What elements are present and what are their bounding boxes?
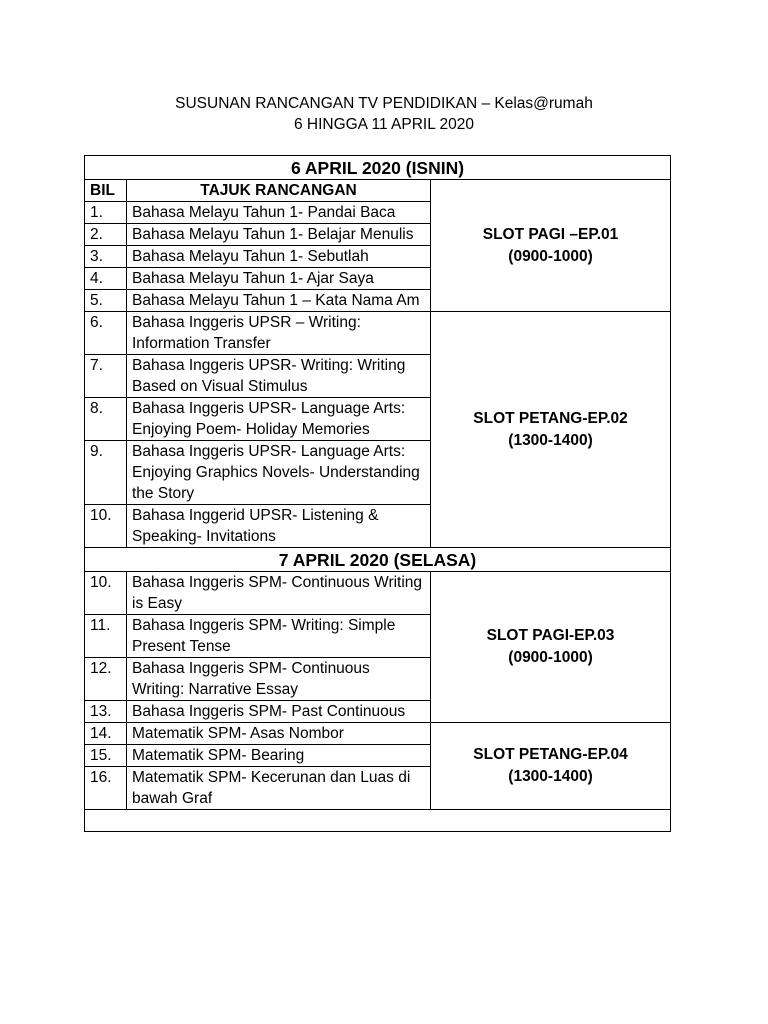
row-title: Bahasa Inggeris SPM- Continuous Writing: Narrative Essay xyxy=(127,658,431,701)
row-title: Bahasa Melayu Tahun 1- Sebutlah xyxy=(127,246,431,268)
row-bil: 7. xyxy=(85,355,127,398)
row-bil: 9. xyxy=(85,441,127,505)
day1-date: 6 APRIL 2020 (ISNIN) xyxy=(85,156,671,180)
slot-time: (1300-1400) xyxy=(508,768,593,785)
row-bil: 15. xyxy=(85,745,127,767)
row-bil: 3. xyxy=(85,246,127,268)
row-bil: 6. xyxy=(85,312,127,355)
slot-name: SLOT PETANG-EP.04 xyxy=(473,746,628,763)
row-bil: 11. xyxy=(85,615,127,658)
slot-time: (0900-1000) xyxy=(508,649,593,666)
row-title: Bahasa Melayu Tahun 1- Ajar Saya xyxy=(127,268,431,290)
row-title: Bahasa Inggeris UPSR- Language Arts: Enjoying Graphics Novels- Understanding the Story xyxy=(127,441,431,505)
row-title: Bahasa Inggeris SPM- Writing: Simple Present Tense xyxy=(127,615,431,658)
slot-time: (0900-1000) xyxy=(508,247,593,265)
day1-slot-2 xyxy=(431,312,671,548)
slot-name: SLOT PAGI-EP.03 xyxy=(486,627,615,644)
slot-name: SLOT PETANG-EP.02 xyxy=(473,409,628,427)
row-bil: 14. xyxy=(85,723,127,745)
row-bil: 10. xyxy=(85,572,127,615)
document-title: SUSUNAN RANCANGAN TV PENDIDIKAN – Kelas@rumah xyxy=(175,95,593,112)
day2-slot-1 xyxy=(431,572,671,723)
row-title: Bahasa Inggeris UPSR – Writing: Information Transfer xyxy=(127,312,431,355)
empty-cell xyxy=(85,810,671,832)
tajuk-header: TAJUK RANCANGAN xyxy=(127,180,431,202)
schedule-table xyxy=(84,155,671,832)
row-title: Bahasa Melayu Tahun 1- Pandai Baca xyxy=(127,202,431,224)
table-row xyxy=(85,572,671,615)
row-title: Bahasa Melayu Tahun 1- Belajar Menulis xyxy=(127,224,431,246)
slot-time: (1300-1400) xyxy=(508,431,593,449)
row-title: Matematik SPM- Kecerunan dan Luas di bawah Graf xyxy=(127,767,431,810)
day1-slot-1 xyxy=(431,180,671,312)
row-bil: 4. xyxy=(85,268,127,290)
row-bil: 13. xyxy=(85,701,127,723)
slot-name: SLOT PAGI –EP.01 xyxy=(482,225,619,243)
day2-slot-2 xyxy=(431,723,671,810)
row-bil: 12. xyxy=(85,658,127,701)
day2-date: 7 APRIL 2020 (SELASA) xyxy=(85,548,671,572)
row-title: Bahasa Inggeris SPM- Past Continuous xyxy=(127,701,431,723)
row-title: Bahasa Inggerid UPSR- Listening & Speaking- Invitations xyxy=(127,505,431,548)
document-subtitle: 6 HINGGA 11 APRIL 2020 xyxy=(293,116,475,133)
row-title: Matematik SPM- Asas Nombor xyxy=(127,723,431,745)
empty-row xyxy=(85,810,671,832)
row-title: Matematik SPM- Bearing xyxy=(127,745,431,767)
bil-header: BIL xyxy=(85,180,127,202)
row-bil: 10. xyxy=(85,505,127,548)
row-title: Bahasa Inggeris UPSR- Language Arts: Enjoying Poem- Holiday Memories xyxy=(127,398,431,441)
table-row xyxy=(85,723,671,745)
row-bil: 16. xyxy=(85,767,127,810)
table-row xyxy=(85,312,671,355)
row-title: Bahasa Inggeris UPSR- Writing: Writing Based on Visual Stimulus xyxy=(127,355,431,398)
row-bil: 8. xyxy=(85,398,127,441)
row-title: Bahasa Inggeris SPM- Continuous Writing is Easy xyxy=(127,572,431,615)
row-title: Bahasa Melayu Tahun 1 – Kata Nama Am xyxy=(127,290,431,312)
row-bil: 1. xyxy=(85,202,127,224)
row-bil: 5. xyxy=(85,290,127,312)
row-bil: 2. xyxy=(85,224,127,246)
